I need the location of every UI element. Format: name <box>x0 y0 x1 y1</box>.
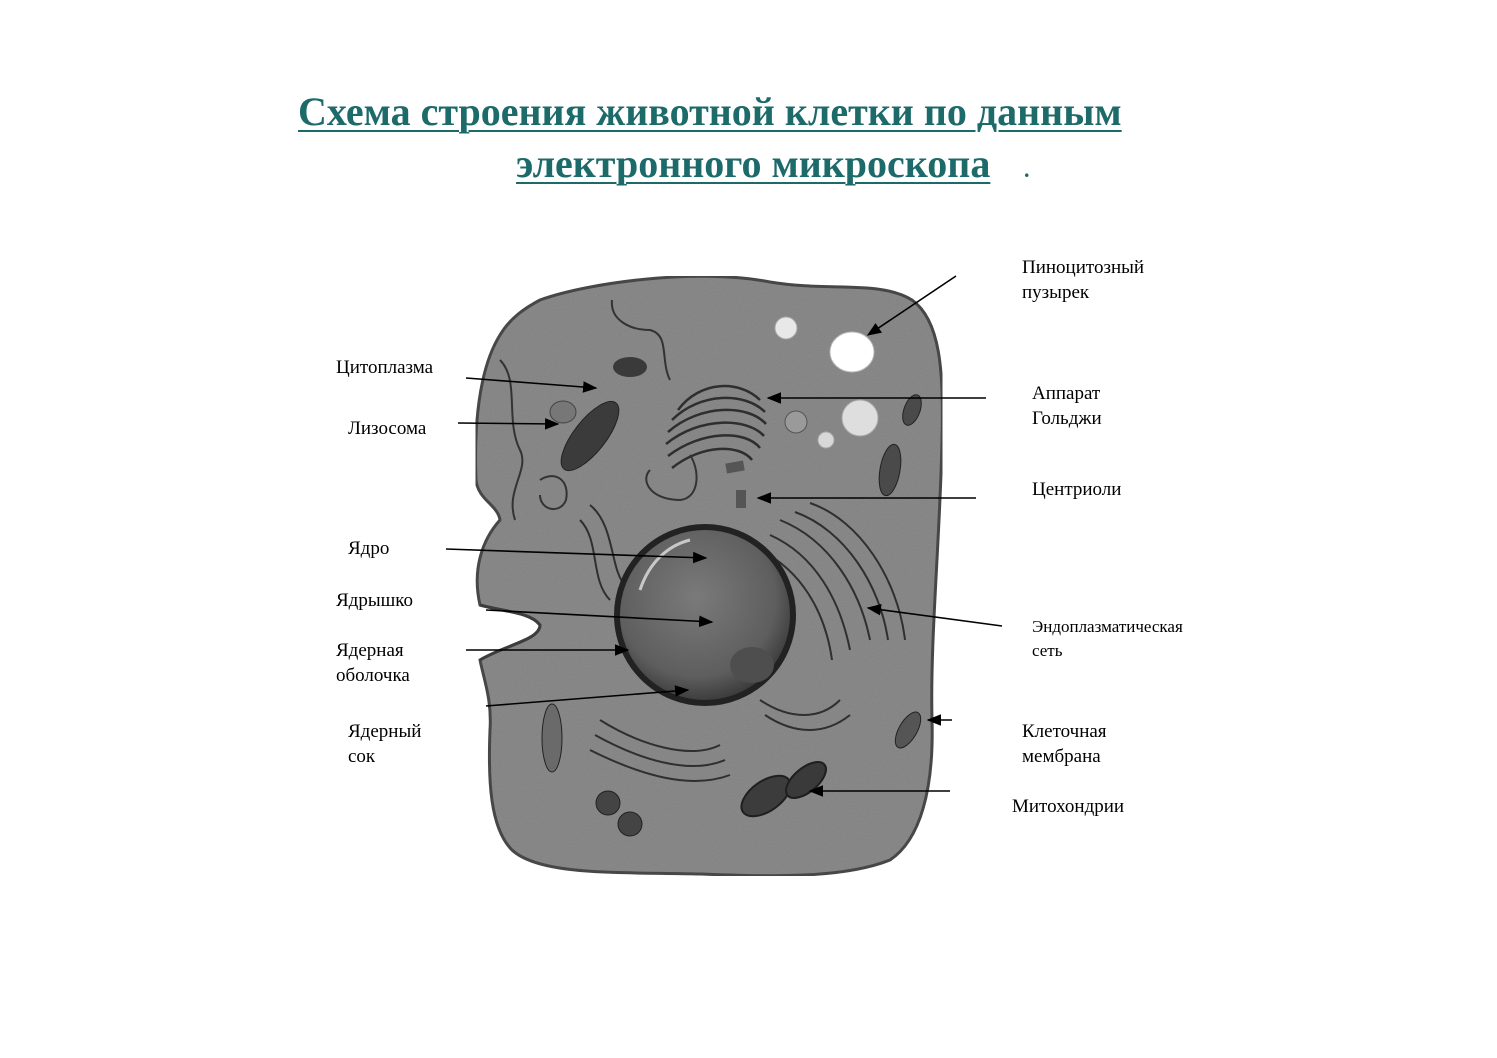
label-nuclear-sap-line-2: сок <box>348 746 376 767</box>
label-lysosome: Лизосома <box>348 418 427 439</box>
vacuole-shape <box>775 317 797 339</box>
label-centrioles: Центриоли <box>1032 479 1122 500</box>
label-er <box>1032 615 1183 663</box>
vacuole-shape <box>785 411 807 433</box>
pinocytic-vesicle-shape <box>830 332 874 372</box>
vacuole-shape <box>818 432 834 448</box>
label-er-line-2: сеть <box>1032 641 1063 660</box>
mitochondrion-shape <box>542 704 562 772</box>
centriole-shape <box>736 490 746 508</box>
nucleolus-shape <box>730 647 774 683</box>
lysosome-shape <box>613 357 647 377</box>
title-trailing-dot: . <box>1024 157 1030 182</box>
label-nuclear-envelope <box>336 638 410 688</box>
label-nucleus: Ядро <box>348 538 390 559</box>
label-pinocytic-vesicle-line-2: пузырек <box>1022 282 1090 303</box>
label-cell-membrane <box>1022 719 1107 769</box>
vesicle-shape <box>618 812 642 836</box>
label-nuclear-sap-line-1: Ядерный <box>348 721 422 742</box>
lysosome-shape <box>550 401 576 423</box>
pointer-lysosome <box>458 423 558 424</box>
vesicle-shape <box>596 791 620 815</box>
label-golgi-line-2: Гольджи <box>1032 408 1102 429</box>
diagram-title-line-1: Схема строения животной клетки по данным <box>298 89 1122 134</box>
label-mitochondria: Митохондрии <box>1012 796 1125 817</box>
label-golgi <box>1032 381 1102 431</box>
label-golgi-line-1: Аппарат <box>1032 383 1101 404</box>
label-nuclear-envelope-line-1: Ядерная <box>336 640 404 661</box>
label-cell-membrane-line-2: мембрана <box>1022 746 1101 767</box>
label-nucleolus: Ядрышко <box>336 590 414 611</box>
label-cell-membrane-line-1: Клеточная <box>1022 721 1107 742</box>
label-nuclear-sap <box>348 719 421 769</box>
label-nuclear-envelope-line-2: оболочка <box>336 665 410 686</box>
label-cytoplasm: Цитоплазма <box>336 357 434 378</box>
label-pinocytic-vesicle <box>1022 255 1144 305</box>
label-pinocytic-vesicle-line-1: Пиноцитозный <box>1022 257 1145 278</box>
vacuole-shape <box>842 400 878 436</box>
label-er-line-1: Эндоплазматическая <box>1032 617 1183 636</box>
diagram-title-line-2: электронного микроскопа <box>516 141 991 186</box>
